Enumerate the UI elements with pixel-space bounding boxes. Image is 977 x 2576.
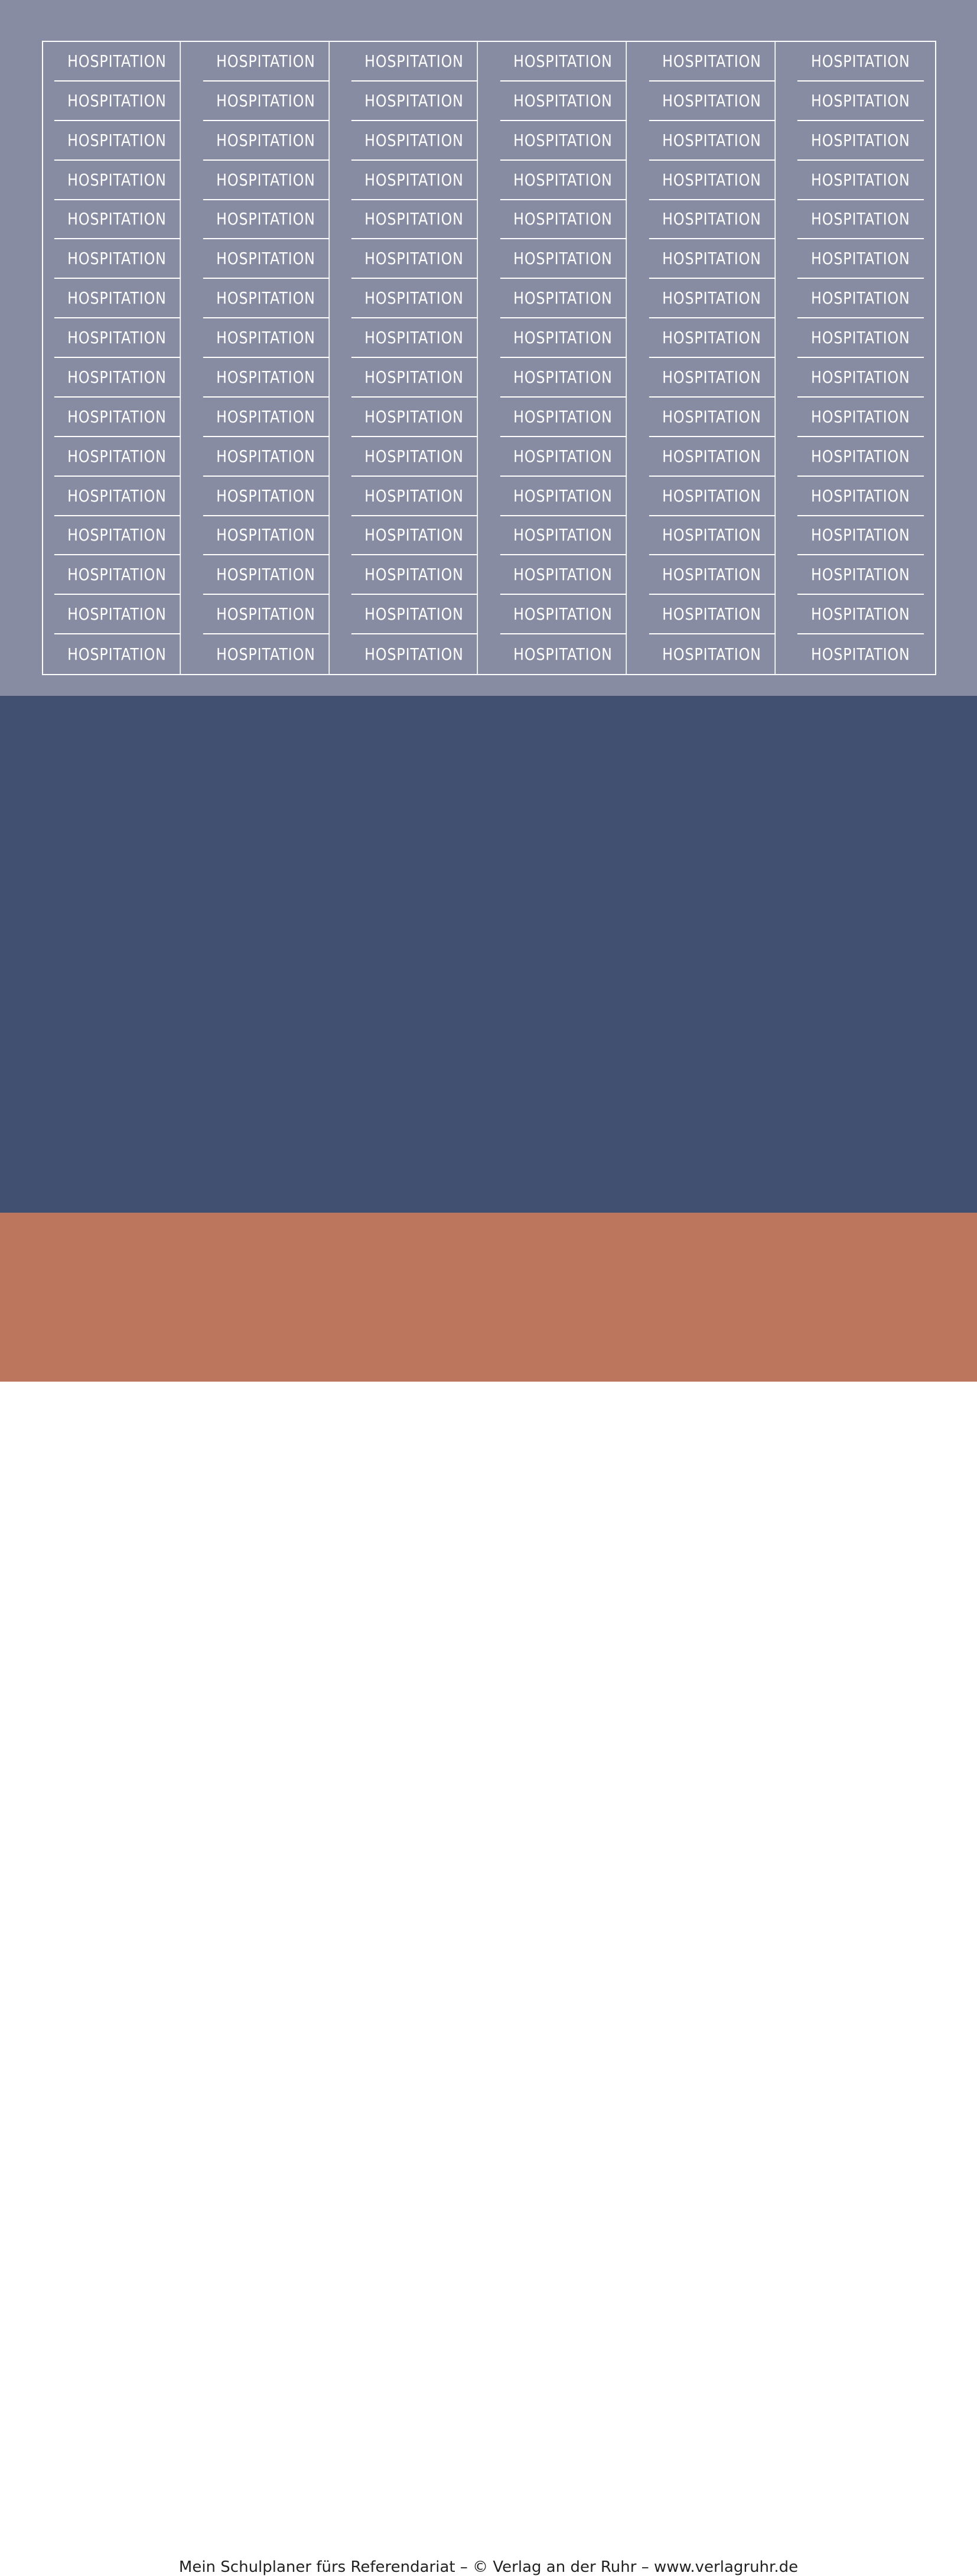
hospitation-sticker-label: HOSPITATION — [649, 42, 776, 82]
hospitation-sticker-label: HOSPITATION — [500, 398, 627, 437]
hospitation-sticker-label: HOSPITATION — [649, 239, 776, 279]
seminar-sticker-label: SEMINAR — [649, 1569, 776, 1608]
hospitation-sticker-label: HOSPITATION — [500, 279, 627, 318]
lehrprobe-sticker-label: LEHRPROBE — [54, 2481, 181, 2520]
hospitation-sticker-label: HOSPITATION — [203, 42, 330, 82]
seminar-sticker-label: SEMINAR — [351, 1766, 478, 1806]
hospitation-sticker-label: HOSPITATION — [351, 595, 478, 634]
hospitation-sticker-label: HOSPITATION — [54, 121, 181, 161]
seminar-sticker-label: SEMINAR — [203, 1450, 330, 1490]
hospitation-sticker-label: HOSPITATION — [54, 516, 181, 556]
seminar-sticker-label: SEMINAR — [500, 1569, 627, 1608]
hospitation-sticker-label: HOSPITATION — [500, 82, 627, 121]
seminar-sticker-label: SEMINAR — [351, 1529, 478, 1569]
hospitation-sticker-label: HOSPITATION — [797, 161, 924, 200]
hospitation-sticker-label: HOSPITATION — [203, 398, 330, 437]
seminar-sticker-label: SEMINAR — [351, 1727, 478, 1766]
hospitation-sticker-label: HOSPITATION — [203, 516, 330, 556]
hospitation-sticker-label: HOSPITATION — [500, 121, 627, 161]
seminar-sticker-label: SEMINAR — [54, 1806, 181, 1845]
hospitation-sticker-label: HOSPITATION — [797, 358, 924, 398]
seminar-sticker-label: SEMINAR — [649, 1411, 776, 1450]
seminar-sticker-label: SEMINAR — [649, 1766, 776, 1806]
seminar-sticker-label: SEMINAR — [54, 1411, 181, 1450]
seminar-sticker-label: SEMINAR — [54, 1490, 181, 1529]
hospitation-sticker-label: HOSPITATION — [54, 82, 181, 121]
hospitation-sticker-label: HOSPITATION — [203, 634, 330, 674]
hospitation-sticker-label: HOSPITATION — [649, 595, 776, 634]
seminar-sticker-label: SEMINAR — [54, 1687, 181, 1727]
hospitation-sticker-label: HOSPITATION — [203, 555, 330, 595]
seminar-sticker-label: SEMINAR — [203, 1647, 330, 1687]
hospitation-sticker-label: HOSPITATION — [649, 279, 776, 318]
hospitation-sticker-label: HOSPITATION — [500, 318, 627, 358]
seminar-sticker-label: SEMINAR — [797, 1411, 924, 1450]
lehrprobe-sticker-label: LEHRPROBE — [500, 2481, 627, 2520]
seminar-sticker-label: SEMINAR — [203, 1845, 330, 1885]
seminar-sticker-label: SEMINAR — [351, 1845, 478, 1885]
hospitation-sticker-label: HOSPITATION — [797, 42, 924, 82]
hospitation-sticker-label: HOSPITATION — [351, 121, 478, 161]
hospitation-sticker-label: HOSPITATION — [203, 239, 330, 279]
seminar-sticker-label: SEMINAR — [797, 1608, 924, 1648]
hospitation-sticker-label: HOSPITATION — [54, 477, 181, 516]
hospitation-sticker-label: HOSPITATION — [203, 437, 330, 477]
hospitation-sticker-label: HOSPITATION — [203, 318, 330, 358]
seminar-sticker-label: SEMINAR — [649, 1845, 776, 1885]
hospitation-sticker-label: HOSPITATION — [649, 437, 776, 477]
seminar-sticker-label: SEMINAR — [649, 1529, 776, 1569]
seminar-sticker-label: SEMINAR — [203, 1529, 330, 1569]
hospitation-sticker-label: HOSPITATION — [797, 239, 924, 279]
hospitation-sticker-label: HOSPITATION — [203, 595, 330, 634]
seminar-sticker-label: SEMINAR — [500, 1806, 627, 1845]
seminar-sticker-label: SEMINAR — [797, 1806, 924, 1845]
seminar-sticker-label: SEMINAR — [351, 1806, 478, 1845]
hospitation-sticker-label: HOSPITATION — [649, 161, 776, 200]
hospitation-sticker-label: HOSPITATION — [54, 161, 181, 200]
lehrprobe-sticker-label: LEHRPROBE — [500, 2442, 627, 2481]
hospitation-sticker-label: HOSPITATION — [649, 318, 776, 358]
hospitation-sticker-label: HOSPITATION — [649, 477, 776, 516]
hospitation-sticker-label: HOSPITATION — [54, 595, 181, 634]
seminar-sticker-label: SEMINAR — [797, 1450, 924, 1490]
seminar-sticker-label: SEMINAR — [351, 1687, 478, 1727]
seminar-sticker-label: SEMINAR — [203, 1608, 330, 1648]
lehrprobe-sticker-label: LEHRPROBE — [649, 2481, 776, 2520]
hospitation-sticker-label: HOSPITATION — [54, 200, 181, 240]
hospitation-sticker-label: HOSPITATION — [649, 634, 776, 674]
hospitation-sticker-label: HOSPITATION — [797, 82, 924, 121]
lehrprobe-sticker-label: LEHRPROBE — [649, 2442, 776, 2481]
hospitation-sticker-label: HOSPITATION — [203, 358, 330, 398]
hospitation-sticker-label: HOSPITATION — [649, 82, 776, 121]
seminar-sticker-label: SEMINAR — [797, 1647, 924, 1687]
hospitation-sticker-label: HOSPITATION — [351, 161, 478, 200]
hospitation-sticker-label: HOSPITATION — [797, 437, 924, 477]
hospitation-sticker-label: HOSPITATION — [54, 634, 181, 674]
seminar-sticker-label: SEMINAR — [54, 1569, 181, 1608]
seminar-sticker-label: SEMINAR — [500, 1490, 627, 1529]
hospitation-sticker-label: HOSPITATION — [649, 516, 776, 556]
seminar-sticker-label: SEMINAR — [825, 1855, 897, 1876]
seminar-sticker-label: SEMINAR — [649, 1450, 776, 1490]
hospitation-sticker-grid — [42, 41, 936, 675]
hospitation-sticker-label: HOSPITATION — [351, 42, 478, 82]
hospitation-sticker-label: HOSPITATION — [500, 161, 627, 200]
seminar-sticker-label: SEMINAR — [500, 1766, 627, 1806]
seminar-sticker-label: SEMINAR — [500, 1647, 627, 1687]
seminar-sticker-label: SEMINAR — [500, 1411, 627, 1450]
seminar-sticker-label: SEMINAR — [203, 1411, 330, 1450]
hospitation-sticker-label: HOSPITATION — [351, 200, 478, 240]
hospitation-sticker-label: HOSPITATION — [797, 318, 924, 358]
seminar-sticker-label: SEMINAR — [54, 1529, 181, 1569]
hospitation-sticker-label: HOSPITATION — [54, 437, 181, 477]
seminar-sticker-label: SEMINAR — [54, 1727, 181, 1766]
hospitation-sticker-label: HOSPITATION — [649, 200, 776, 240]
seminar-sticker-label: SEMINAR — [649, 1608, 776, 1648]
hospitation-sticker-label: HOSPITATION — [500, 239, 627, 279]
seminar-sticker-label: SEMINAR — [351, 1569, 478, 1608]
hospitation-sticker-label: HOSPITATION — [351, 82, 478, 121]
hospitation-sticker-label: HOSPITATION — [649, 555, 776, 595]
hospitation-sticker-label: HOSPITATION — [203, 82, 330, 121]
hospitation-sticker-label: HOSPITATION — [351, 477, 478, 516]
hospitation-sticker-label: HOSPITATION — [500, 200, 627, 240]
hospitation-sticker-label: HOSPITATION — [500, 555, 627, 595]
footer-credit: Mein Schulplaner fürs Referendariat – © Verlag an der Ruhr – www.verlagruhr.de — [178, 2558, 799, 2576]
seminar-sticker-label: SEMINAR — [649, 1490, 776, 1529]
seminar-sticker-grid — [42, 1409, 936, 1886]
hospitation-sticker-label: HOSPITATION — [797, 595, 924, 634]
lehrprobe-sticker-label: LEHRPROBE — [351, 2442, 478, 2481]
hospitation-sticker-label: HOSPITATION — [649, 398, 776, 437]
hospitation-sticker-label: HOSPITATION — [203, 477, 330, 516]
lehrprobe-sticker-grid — [42, 2441, 936, 2521]
seminar-sticker-label: SEMINAR — [54, 1845, 181, 1885]
hospitation-sticker-label: HOSPITATION — [797, 516, 924, 556]
seminar-sticker-label: SEMINAR — [649, 1806, 776, 1845]
hospitation-sticker-label: HOSPITATION — [54, 318, 181, 358]
seminar-sticker-label: SEMINAR — [351, 1411, 478, 1450]
seminar-sticker-label: SEMINAR — [797, 1490, 924, 1529]
seminar-sticker-label: SEMINAR — [203, 1569, 330, 1608]
hospitation-sticker-label: HOSPITATION — [351, 437, 478, 477]
hospitation-sticker-label: HOSPITATION — [203, 161, 330, 200]
seminar-sticker-label: SEMINAR — [54, 1766, 181, 1806]
seminar-sticker-label: SEMINAR — [797, 1529, 924, 1569]
seminar-sticker-label: SEMINAR — [54, 1608, 181, 1648]
seminar-sticker-label: SEMINAR — [351, 1608, 478, 1648]
hospitation-sticker-label: HOSPITATION — [500, 358, 627, 398]
seminar-sticker-label: SEMINAR — [797, 1766, 924, 1806]
lehrprobe-sticker-label: LEHRPROBE — [203, 2442, 330, 2481]
hospitation-sticker-label: HOSPITATION — [500, 595, 627, 634]
seminar-sticker-label: SEMINAR — [649, 1727, 776, 1766]
seminar-sticker-label: SEMINAR — [351, 1450, 478, 1490]
hospitation-sticker-label: HOSPITATION — [351, 398, 478, 437]
hospitation-sticker-label: HOSPITATION — [351, 239, 478, 279]
hospitation-sticker-label: HOSPITATION — [500, 437, 627, 477]
lehrprobe-sticker-label: LEHRPROBE — [203, 2481, 330, 2520]
hospitation-sticker-label: HOSPITATION — [54, 555, 181, 595]
hospitation-sticker-label: HOSPITATION — [54, 398, 181, 437]
seminar-sticker-label: SEMINAR — [203, 1687, 330, 1727]
seminar-sticker-label: SEMINAR — [500, 1608, 627, 1648]
hospitation-sticker-label: HOSPITATION — [351, 516, 478, 556]
seminar-sticker-label: SEMINAR — [797, 1727, 924, 1766]
hospitation-sticker-label: HOSPITATION — [54, 279, 181, 318]
hospitation-sticker-label: HOSPITATION — [500, 634, 627, 674]
hospitation-sticker-label: HOSPITATION — [500, 477, 627, 516]
seminar-section — [0, 696, 977, 1876]
hospitation-sticker-label: HOSPITATION — [351, 318, 478, 358]
hospitation-sticker-label: HOSPITATION — [54, 358, 181, 398]
seminar-sticker-label: SEMINAR — [203, 1490, 330, 1529]
hospitation-sticker-label: HOSPITATION — [500, 516, 627, 556]
hospitation-sticker-label: HOSPITATION — [797, 121, 924, 161]
hospitation-sticker-label: HOSPITATION — [351, 555, 478, 595]
hospitation-sticker-label: HOSPITATION — [797, 200, 924, 240]
hospitation-sticker-label: HOSPITATION — [203, 121, 330, 161]
seminar-sticker-label: SEMINAR — [797, 1687, 924, 1727]
hospitation-section — [0, 0, 977, 696]
seminar-sticker-label: SEMINAR — [203, 1727, 330, 1766]
seminar-sticker-label: SEMINAR — [500, 1845, 627, 1885]
lehrprobe-sticker-label: LEHRPROBE — [816, 2490, 906, 2510]
hospitation-sticker-label: HOSPITATION — [811, 644, 911, 665]
lehrprobe-sticker-label: LEHRPROBE — [54, 2442, 181, 2481]
hospitation-sticker-label: HOSPITATION — [203, 279, 330, 318]
lehrprobe-sticker-label: LEHRPROBE — [351, 2481, 478, 2520]
seminar-sticker-label: SEMINAR — [500, 1450, 627, 1490]
hospitation-sticker-label: HOSPITATION — [797, 477, 924, 516]
seminar-sticker-label: SEMINAR — [500, 1727, 627, 1766]
seminar-sticker-label: SEMINAR — [500, 1529, 627, 1569]
hospitation-sticker-label: HOSPITATION — [54, 42, 181, 82]
hospitation-sticker-label: HOSPITATION — [797, 555, 924, 595]
seminar-sticker-label: SEMINAR — [203, 1806, 330, 1845]
hospitation-sticker-label: HOSPITATION — [797, 279, 924, 318]
hospitation-sticker-label: HOSPITATION — [351, 358, 478, 398]
seminar-sticker-label: SEMINAR — [500, 1687, 627, 1727]
seminar-sticker-label: SEMINAR — [203, 1766, 330, 1806]
seminar-sticker-label: SEMINAR — [797, 1569, 924, 1608]
seminar-sticker-label: SEMINAR — [54, 1450, 181, 1490]
seminar-sticker-label: SEMINAR — [649, 1687, 776, 1727]
lehrprobe-sticker-label: LEHRPROBE — [797, 2442, 924, 2481]
hospitation-sticker-label: HOSPITATION — [649, 358, 776, 398]
hospitation-sticker-label: HOSPITATION — [54, 239, 181, 279]
seminar-sticker-label: SEMINAR — [351, 1647, 478, 1687]
hospitation-sticker-label: HOSPITATION — [797, 398, 924, 437]
seminar-sticker-label: SEMINAR — [649, 1647, 776, 1687]
hospitation-sticker-label: HOSPITATION — [203, 200, 330, 240]
hospitation-sticker-label: HOSPITATION — [500, 42, 627, 82]
seminar-sticker-label: SEMINAR — [54, 1647, 181, 1687]
hospitation-sticker-label: HOSPITATION — [351, 279, 478, 318]
hospitation-sticker-label: HOSPITATION — [649, 121, 776, 161]
hospitation-sticker-label: HOSPITATION — [351, 634, 478, 674]
seminar-sticker-label: SEMINAR — [351, 1490, 478, 1529]
